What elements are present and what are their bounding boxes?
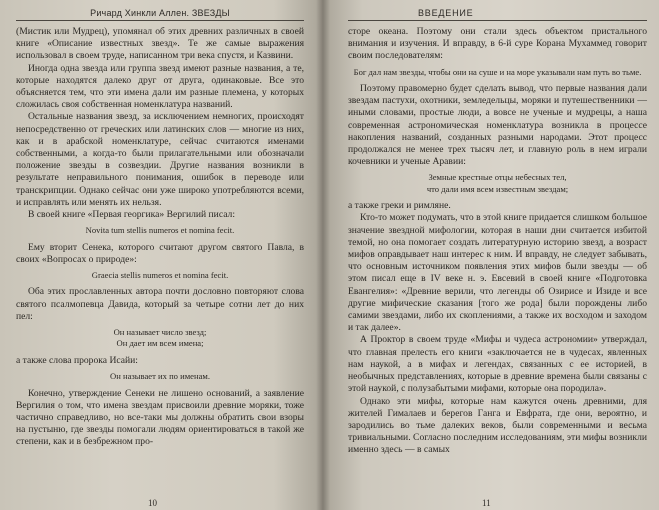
block-quote: Он называет их по именам. — [110, 371, 210, 382]
paragraph: сторе океана. Поэтому они стали здесь объектом пристального внимания и изучения. И вправду, в 6-й суре Корана Мухаммед говорит своим последователям: — [348, 26, 647, 62]
book-gutter — [316, 0, 330, 510]
paragraph: (Мистик или Мудрец), упомянал об этих древних различных в своей книге «Описание известных звезд». Те же самые выражения использовал в своем труде, написанном три века спустя, и Казвини. — [16, 26, 304, 62]
paragraph: а также греки и римляне. — [348, 200, 451, 212]
block-quote: Graecia stellis numeros et nomina fecit. — [91, 270, 229, 281]
paragraph: Оба этих прославленных автора почти дословно повторяют слова святого псалмопевца Давида, который за четыре сотни лет до них пел: — [16, 286, 304, 322]
paragraph: а также слова пророка Исайи: — [16, 354, 138, 366]
page-number-right: 11 — [482, 498, 491, 508]
left-page — [0, 0, 322, 510]
paragraph: А Проктор в своем труде «Мифы и чудеса астрономии» утверждал, что главная прелесть его книги «заключается не в чудесах, явленных нам наукой, а в мифах и легендах, связанных с ее историей, в необычных представлениях, которые в древние времена были связаны с этой наукой, с полузабытыми мифами, которые она породила». — [348, 334, 647, 395]
left-page-text — [16, 26, 304, 449]
block-quote: Он называет число звезд; Он дает им всем имена; — [113, 327, 207, 349]
paragraph: Кто-то может подумать, что в этой книге придается слишком большое значение звездной мифологии, которая в наши дни считается избитой темой, но она помогает создать литературную историю звезд, а возраст мифов оправдывает наш интерес к ним. И вправду, не следует забывать, что основным источником появления этих мифов были звезды — об этом писал еще в IV веке н. э. Евсевий в своей книге «Подготовка Евангелия»: «Древние верили, что легенды об Озирисе и Изиде и все другие мифические сказания [того же рода] были порождены либо самими звездами, либо их скоплениями, а также их восходом и заходом и так далее». — [348, 212, 647, 334]
paragraph: В своей книге «Первая георгика» Вергилий писал: — [28, 209, 235, 221]
paragraph: Остальные названия звезд, за исключением немногих, происходят непосредственно от греческих или латинских слов — многие из них, как и в арабской номенклатуре, сейчас считаются именами собственными, а когда-то были прилагательными или обозначали положение звезды в созвездии. Другие названия возникли в результате неправильного понимания, ошибок в переводе или транскрипции. Однако сейчас они уже широко употребляются всеми, и исправлять или менять их нельзя. — [16, 111, 304, 208]
paragraph: Конечно, утверждение Сенеки не лишено оснований, а заявление Вергилия о том, что имена звездам присвоили древние моряки, тоже частично справедливо, но все-таки мы должны обратить свои взоры на пустыню, где звезды помогали людям ориентироваться в такой же степени, как и в безбрежном про- — [16, 387, 304, 448]
paragraph: Ему вторит Сенека, которого считают другом святого Павла, в своих «Вопросах о природе»: — [16, 241, 304, 265]
block-quote: Земные крестные отцы небесных тел, что дали имя всем известным звездам; — [426, 172, 569, 194]
paragraph: Иногда одна звезда или группа звезд имеют разные названия, а те, которые находятся далеко друг от друга, одинаковые. Все это объясняется тем, что эти имена дали им разные племена, у которых сложилась своя собственная номенклатура названий. — [16, 62, 304, 111]
right-page — [322, 0, 659, 510]
block-quote: Novita tum stellis numeros et nomina fecit. — [85, 225, 235, 236]
paragraph: Поэтому правомерно будет сделать вывод, что первые названия дали звездам пастухи, охотники, земледельцы, моряки и путешественники — иными словами, простые люди, а вовсе не ученые и мудрецы, а наша современная астрономическая номенклатура возникла в процессе накопления названий, созданных разными народами. Этот процесс продолжался не менее трех тысяч лет, и главную роль в нем играли кочевники и ученые Аравии: — [348, 83, 647, 168]
right-page-text — [348, 26, 647, 457]
block-quote: Бог дал нам звезды, чтобы они на суше и на море указывали нам путь во тьме. — [353, 66, 642, 77]
page-number-left: 10 — [148, 498, 157, 508]
running-header-left: Ричард Хинкли Аллен. ЗВЕЗДЫ — [16, 8, 304, 21]
running-header-right: ВВЕДЕНИЕ — [348, 8, 647, 21]
paragraph: Однако эти мифы, которые нам кажутся очень древними, для жителей Гималаев и берегов Ганга и Евфрата, где они, вероятно, и зародились во тьме далеких веков, были современными и весьма тривиальными. Согласно последним исследованиям, эти мифы возникли именно здесь — в самых — [348, 395, 647, 456]
